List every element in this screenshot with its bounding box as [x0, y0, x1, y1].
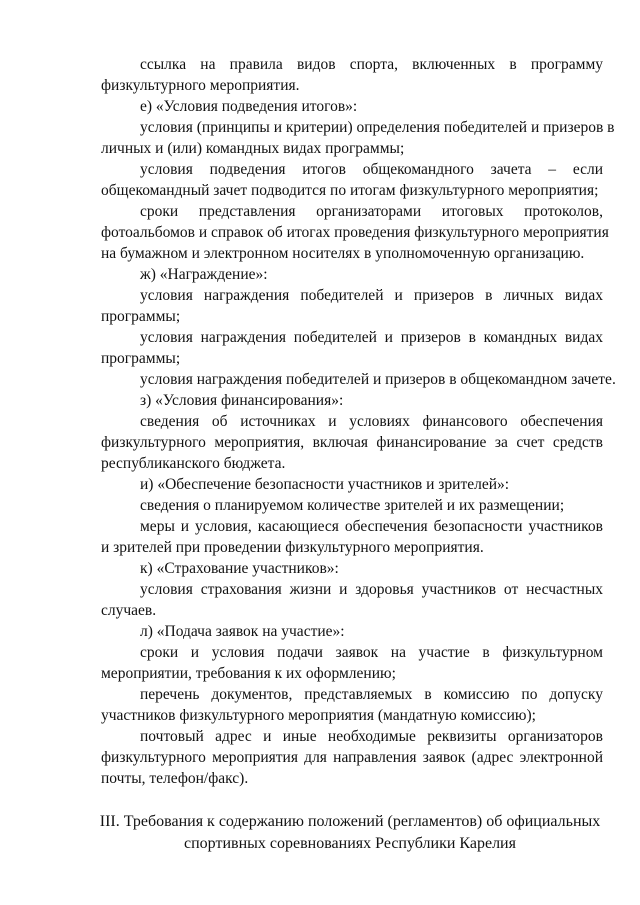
text-line: сведения об источниках и условиях финансового обеспечения [140, 413, 603, 430]
text-line: условия награждения победителей и призеров в общекомандном зачете. [140, 371, 616, 388]
text-line: почтовый адрес и иные необходимые реквизиты организаторов [140, 728, 603, 745]
text-line: программы; [101, 308, 181, 325]
text-line: меры и условия, касающиеся обеспечения безопасности участников [140, 518, 603, 535]
text-line: сведения о планируемом количестве зрителей и их размещении; [140, 497, 565, 514]
section-k-title: к) «Страхование участников»: [140, 560, 339, 577]
text-line: мероприятии, требования к их оформлению; [101, 665, 396, 682]
text-line: физкультурного мероприятия для направления заявок (адрес электронной [101, 749, 603, 766]
text-line: условия страхования жизни и здоровья участников от несчастных [140, 581, 603, 598]
section-heading-line-1: III. Требования к содержанию положений (регламентов) об официальных [99, 813, 601, 830]
text-line: общекомандный зачет подводится по итогам физкультурного мероприятия; [101, 182, 599, 199]
text-line: физкультурного мероприятия, включая финансирование за счет средств [101, 434, 603, 451]
text-line: участников физкультурного мероприятия (мандатную комиссию); [101, 707, 536, 724]
text-line: программы; [101, 350, 181, 367]
text-line: личных и (или) командных видах программы; [101, 140, 405, 157]
text-line: перечень документов, представляемых в комиссию по допуску [140, 686, 603, 703]
section-z-title: з) «Условия финансирования»: [140, 392, 344, 409]
text-line: случаев. [101, 602, 157, 619]
text-line: условия (принципы и критерии) определения победителей и призеров в [140, 119, 615, 136]
text-line: условия подведения итогов общекомандного зачета – если [140, 161, 603, 178]
text-line: республиканского бюджета. [101, 455, 286, 472]
section-e-title: е) «Условия подведения итогов»: [140, 98, 358, 115]
section-l-title: л) «Подача заявок на участие»: [140, 623, 345, 640]
text-line: условия награждения победителей и призеров в командных видах [140, 329, 603, 346]
text-line: физкультурного мероприятия. [101, 77, 300, 94]
text-line: фотоальбомов и справок об итогах проведения физкультурного мероприятия [101, 224, 609, 241]
text-line: сроки представления организаторами итоговых протоколов, [140, 203, 603, 220]
text-line: и зрителей при проведении физкультурного мероприятия. [101, 539, 484, 556]
section-zh-title: ж) «Награждение»: [140, 266, 268, 283]
text-line: на бумажном и электронном носителях в уполномоченную организацию. [101, 245, 585, 262]
section-heading-line-2: спортивных соревнованиях Республики Карелия [184, 835, 516, 852]
text-line: почты, телефон/факс). [101, 770, 249, 787]
section-i-title: и) «Обеспечение безопасности участников и зрителей»: [140, 476, 510, 493]
text-line: ссылка на правила видов спорта, включенных в программу [140, 56, 603, 73]
text-line: сроки и условия подачи заявок на участие в физкультурном [140, 644, 603, 661]
text-line: условия награждения победителей и призеров в личных видах [140, 287, 603, 304]
